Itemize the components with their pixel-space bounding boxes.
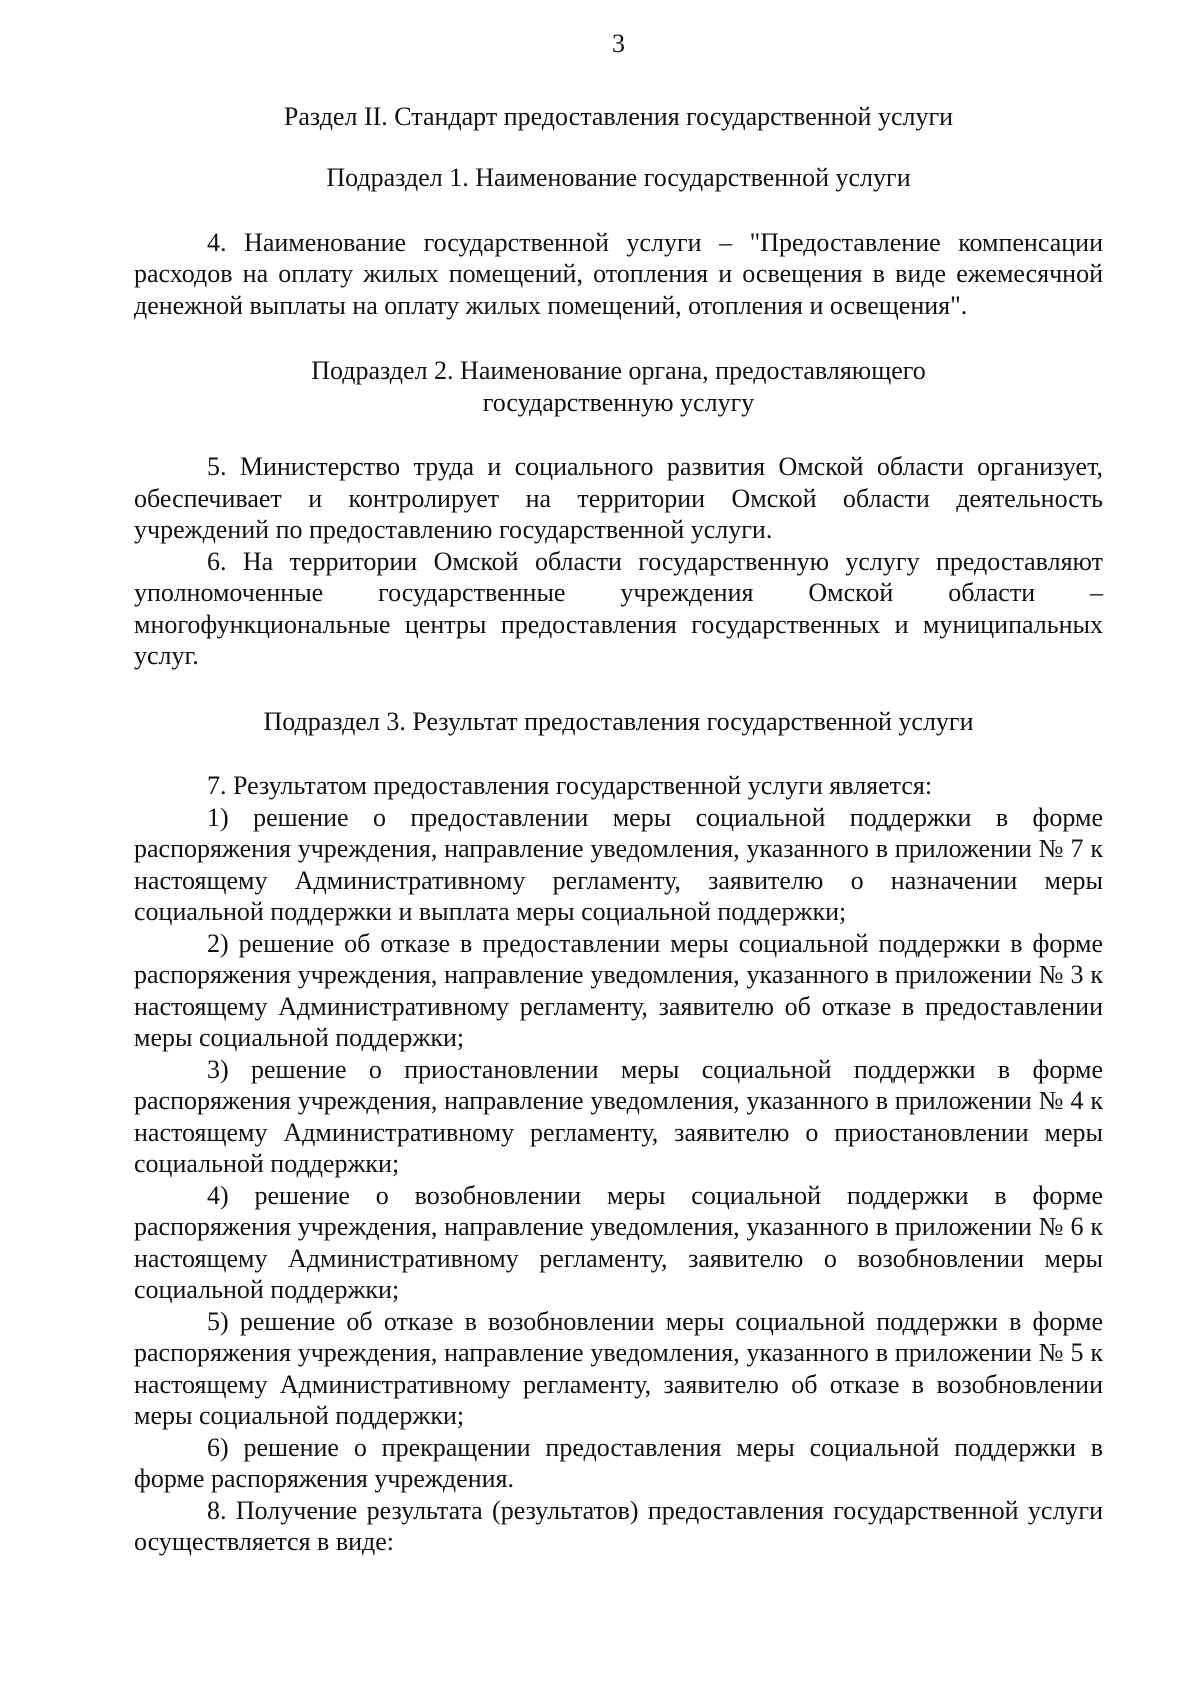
list-item-7-6: 6) решение о прекращении предоставления меры социальной поддержки в форме распоряжения учреждения.	[134, 1432, 1103, 1493]
list-item-7-2: 2) решение об отказе в предоставлении меры социальной поддержки в форме распоряжения учреждения, направление уведомления, указанного в приложении № 3 к настоящему Административному регламенту, заявителю об отказе в предоставлении меры социальной поддержки;	[134, 928, 1103, 1052]
subsection-1-body	[134, 227, 1103, 322]
list-item-7-4: 4) решение о возобновлении меры социальной поддержки в форме распоряжения учреждения, направление уведомления, указанного в приложении № 6 к настоящему Административному регламенту, заявителю о возобновлении меры социальной поддержки;	[134, 1180, 1103, 1304]
subsection-2-title-line-1: Подраздел 2. Наименование органа, предоставляющего	[311, 356, 926, 385]
subsection-3-title	[134, 706, 1103, 738]
subsection-1-title	[134, 162, 1103, 194]
subsection-2-body	[134, 451, 1103, 672]
list-item-7-5: 5) решение об отказе в возобновлении меры социальной поддержки в форме распоряжения учреждения, направление уведомления, указанного в приложении № 5 к настоящему Административному регламенту, заявителю об отказе в возобновлении меры социальной поддержки;	[134, 1306, 1103, 1430]
paragraph-4: 4. Наименование государственной услуги – "Предоставление компенсации расходов на оплату жилых помещений, отопления и освещения в виде ежемесячной денежной выплаты на оплату жилых помещений, отопления и освещения".	[134, 227, 1103, 320]
subsection-2-title-line-2: государственную услугу	[482, 387, 755, 417]
subsection-1-title-line: Подраздел 1. Наименование государственной услуги	[326, 163, 911, 192]
subsection-3-title-line: Подраздел 3. Результат предоставления государственной услуги	[263, 706, 974, 736]
paragraph-7: 7. Результатом предоставления государственной услуги является:	[207, 771, 933, 800]
paragraph-6: 6. На территории Омской области государственную услугу предоставляют уполномоченные государственные учреждения Омской области – многофункциональные центры предоставления государственных и муниципальных услуг.	[134, 546, 1103, 670]
subsection-3-body	[134, 770, 1103, 1558]
subsection-2-title	[134, 355, 1103, 418]
section-title: Раздел II. Стандарт предоставления государственной услуги	[283, 101, 954, 131]
paragraph-5: 5. Министерство труда и социального развития Омской области организует, обеспечивает и контролирует на территории Омской области деятельность учреждений по предоставлению государственной услуги.	[134, 452, 1103, 544]
list-item-7-1: 1) решение о предоставлении меры социальной поддержки в форме распоряжения учреждения, направление уведомления, указанного в приложении № 7 к настоящему Административному регламенту, заявителю о назначении меры социальной поддержки и выплата меры социальной поддержки;	[134, 802, 1103, 926]
page-number: 3	[612, 29, 625, 58]
paragraph-8: 8. Получение результата (результатов) предоставления государственной услуги осуществляется в виде:	[134, 1495, 1103, 1556]
list-item-7-3: 3) решение о приостановлении меры социальной поддержки в форме распоряжения учреждения, направление уведомления, указанного в приложении № 4 к настоящему Административному регламенту, заявителю о приостановлении меры социальной поддержки;	[134, 1054, 1103, 1178]
